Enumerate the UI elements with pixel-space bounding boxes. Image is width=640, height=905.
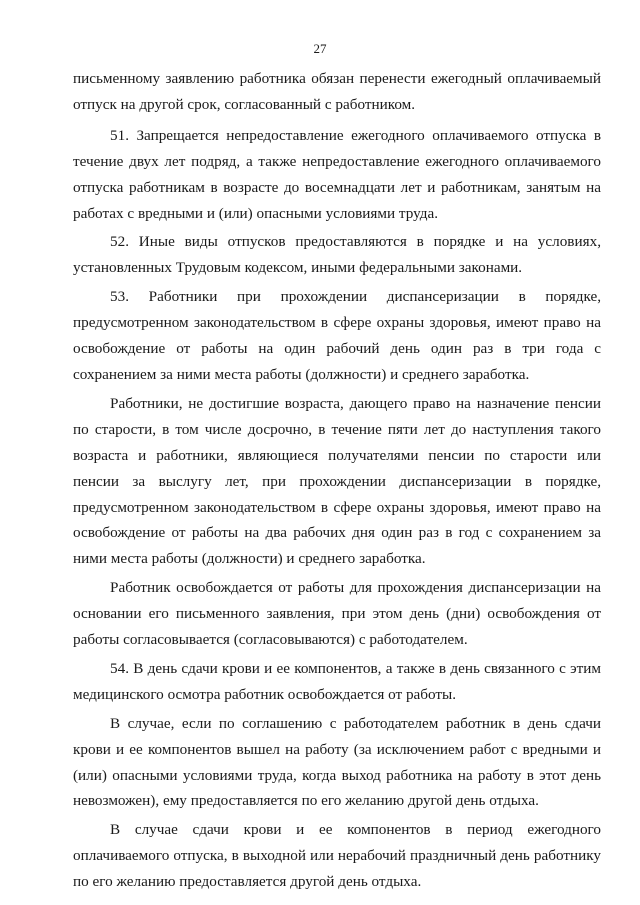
paragraph-item-54: 54. В день сдачи крови и ее компонентов, а также в день связанного с этим медицинского осмотра работник освобождается от работы. bbox=[73, 659, 601, 703]
paragraph-item-51: 51. Запрещается непредоставление ежегодного оплачиваемого отпуска в течение двух лет подряд, а также непредоставление ежегодного оплачиваемого отпуска работникам в возрасте до восемнадцати лет и работникам, занятым на работах с вредными и (или) опасными условиями труда. bbox=[73, 126, 601, 222]
paragraph-item-53: 53. Работники при прохождении диспансеризации в порядке, предусмотренном законодательством в сфере охраны здоровья, имеют право на освобождение от работы на один рабочий день один раз в три года с сохранением за ними места работы (должности) и среднего заработка. bbox=[73, 288, 601, 383]
page-number: 27 bbox=[313, 41, 327, 56]
paragraph-item-53-pension: Работники, не достигшие возраста, дающего право на назначение пенсии по старости, в том числе досрочно, в течение пяти лет до наступления такого возраста и работники, являющиеся получателями пенсии по старости или пенсии за выслугу лет, при прохождении диспансеризации в порядке, предусмотренном законодательством в сфере охраны здоровья, имеют право на освобождение от работы на два рабочих дня один раз в год с сохранением за ними места работы (должности) и среднего заработка. bbox=[73, 394, 601, 568]
paragraph-item-54-vacation: В случае сдачи крови и ее компонентов в период ежегодного оплачиваемого отпуска, в выходной или нерабочий праздничный день работнику по его желанию предоставляется другой день отдыха. bbox=[73, 821, 601, 891]
paragraph-continuation: письменному заявлению работника обязан перенести ежегодный оплачиваемый отпуск на другой срок, согласованный с работником. bbox=[73, 70, 601, 113]
paragraph-item-54-agreement: В случае, если по соглашению с работодателем работник в день сдачи крови и ее компонентов вышел на работу (за исключением работ с вредными и (или) опасными условиями труда, когда выход работника на работу в этот день невозможен), ему предоставляется по его желанию другой день отдыха. bbox=[73, 714, 601, 810]
paragraph-item-52: 52. Иные виды отпусков предоставляются в порядке и на условиях, установленных Трудовым кодексом, иными федеральными законами. bbox=[73, 233, 601, 277]
paragraph-item-53-application: Работник освобождается от работы для прохождения диспансеризации на основании его письменного заявления, при этом день (дни) освобождения от работы согласовывается (согласовываются) с работодателем. bbox=[73, 579, 601, 649]
document-body bbox=[73, 66, 601, 895]
